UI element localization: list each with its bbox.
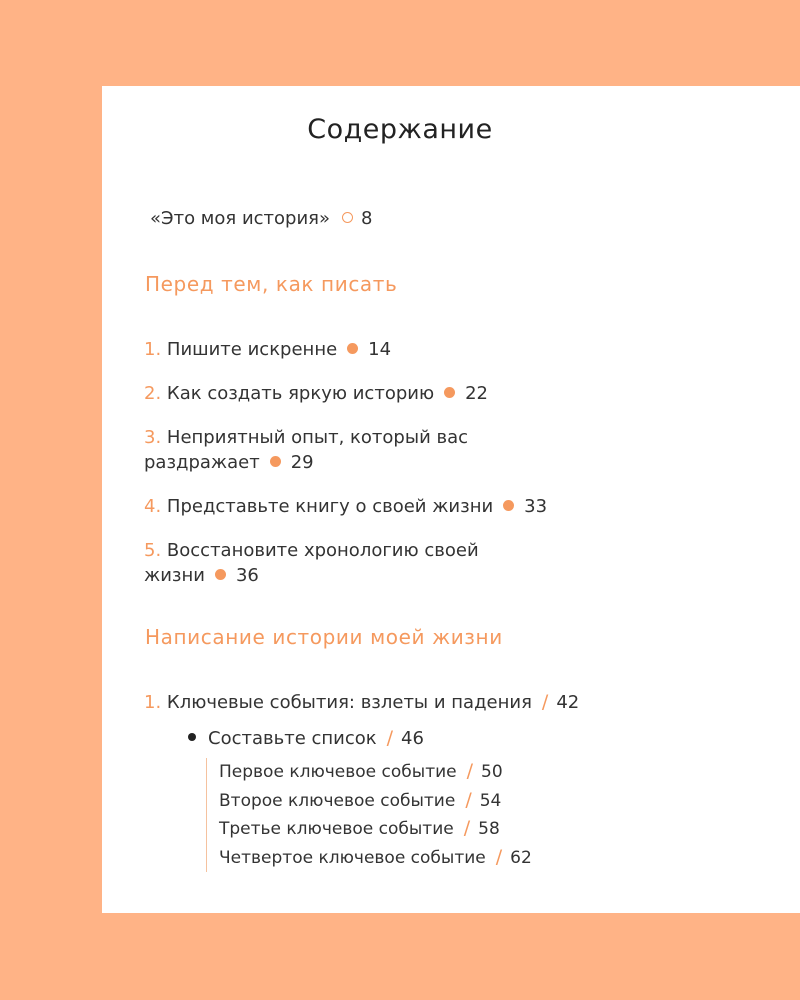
toc-entry-page: 22 — [465, 383, 489, 404]
ring-bullet-icon — [342, 212, 353, 223]
dot-bullet-icon — [503, 500, 514, 511]
toc-entry-label: Восстановите хронологию своей — [161, 540, 479, 561]
toc-entry-page: 42 — [556, 692, 580, 713]
dot-bullet-icon — [444, 387, 455, 398]
toc-subentry-2[interactable] — [219, 787, 532, 816]
toc-entry-number: 1. — [144, 692, 162, 713]
slash-separator-icon: / — [465, 788, 472, 811]
toc-entry-page: 29 — [290, 452, 314, 473]
toc-entry-label-continued: раздражает — [144, 452, 260, 473]
toc-entry-intro[interactable] — [150, 208, 372, 229]
toc-entry-page: 46 — [401, 728, 424, 749]
toc-subentry-3[interactable] — [219, 815, 532, 844]
toc-entry-number: 3. — [144, 427, 162, 448]
toc-entry-5[interactable] — [144, 538, 479, 588]
toc-entry-label: Четвертое ключевое событие — [219, 847, 486, 868]
slash-separator-icon: / — [495, 845, 503, 868]
toc-entry-page: 36 — [235, 565, 259, 586]
toc-entry-page: 54 — [479, 790, 502, 811]
dot-bullet-icon — [347, 343, 358, 354]
toc-entry-page: 33 — [524, 496, 548, 517]
toc-entry-label: Третье ключевое событие — [219, 819, 454, 839]
slash-separator-icon: / — [466, 760, 474, 782]
toc-page — [102, 86, 800, 913]
slash-separator-icon: / — [541, 691, 549, 713]
slash-separator-icon: / — [463, 817, 471, 839]
toc-entry-number: 1. — [144, 339, 162, 360]
toc-entry-label: Второе ключевое событие — [219, 790, 456, 811]
slash-separator-icon: / — [386, 727, 394, 749]
toc-entry-page: 62 — [510, 847, 532, 868]
toc-entry-number: 2. — [144, 383, 162, 404]
toc-entry-label: Ключевые события: взлеты и падения — [161, 692, 532, 713]
toc-entry-1[interactable] — [144, 337, 391, 362]
dot-bullet-icon — [270, 456, 281, 467]
toc-entry-label: Пишите искренне — [161, 339, 338, 360]
toc-entry-label: Как создать яркую историю — [161, 383, 435, 404]
toc-entry-label: Неприятный опыт, который вас — [161, 427, 469, 448]
toc-entry-number: 4. — [144, 496, 162, 517]
black-bullet-icon — [188, 733, 196, 741]
toc-entry-label: «Это моя история» — [150, 208, 330, 229]
section-heading-before-writing: Перед тем, как писать — [145, 272, 398, 296]
toc-entry-page: 58 — [478, 819, 500, 839]
toc-entry-number: 5. — [144, 540, 162, 561]
toc-entry-key-events[interactable] — [144, 690, 579, 715]
toc-entry-page: 8 — [361, 208, 373, 229]
toc-entry-label: Первое ключевое событие — [219, 762, 457, 782]
toc-entry-3[interactable] — [144, 425, 468, 475]
toc-entry-page: 50 — [481, 762, 503, 782]
toc-entry-label: Составьте список — [208, 728, 377, 749]
toc-entry-label: Представьте книгу о своей жизни — [161, 496, 494, 517]
key-events-sublist — [206, 758, 532, 872]
toc-entry-make-list[interactable] — [188, 727, 424, 749]
toc-entry-page: 14 — [368, 339, 392, 360]
dot-bullet-icon — [215, 569, 226, 580]
section-heading-life-story: Написание истории моей жизни — [145, 625, 503, 649]
toc-entry-4[interactable] — [144, 494, 547, 519]
page-title: Содержание — [307, 114, 493, 145]
toc-subentry-4[interactable] — [219, 844, 532, 873]
toc-entry-label-continued: жизни — [144, 565, 205, 586]
toc-entry-2[interactable] — [144, 381, 488, 406]
toc-subentry-1[interactable] — [219, 758, 532, 787]
